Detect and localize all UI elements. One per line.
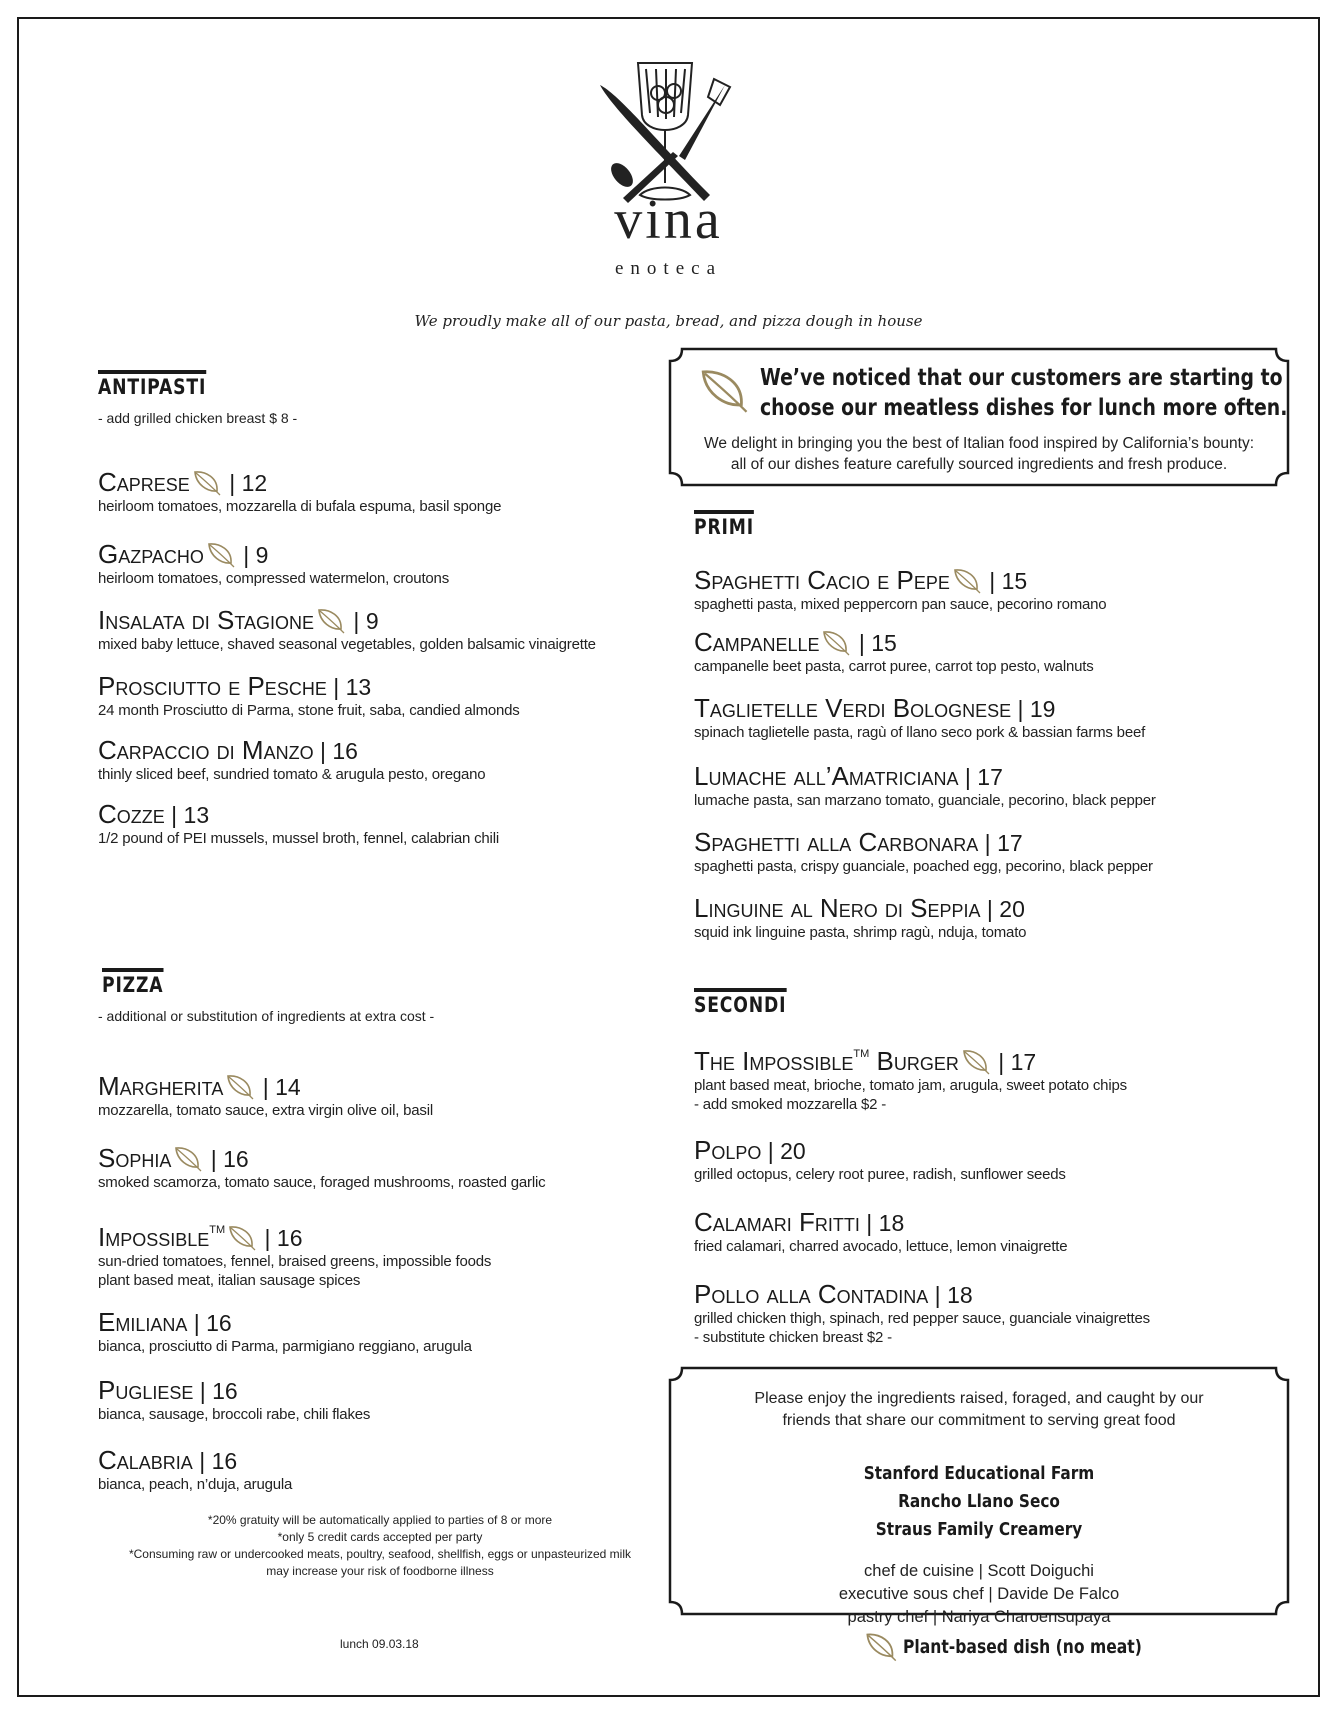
menu-item-title [694,628,1094,657]
price-separator: | [852,630,872,656]
menu-item [98,540,449,588]
menu-item-title [98,736,485,765]
menu-item-price: 17 [977,764,1003,790]
staff-entry: chef de cuisine | Scott Doiguchi [864,1562,1094,1580]
secondi-title: SECONDI [694,988,786,1017]
menu-item-name: Calabria [98,1445,193,1475]
menu-item-name: Carpaccio di Manzo [98,735,314,765]
price-separator: | [236,542,256,568]
menu-item-price: 20 [999,896,1025,922]
menu-item-name: Linguine al Nero di Seppia [694,893,981,923]
price-separator: | [978,830,998,856]
menu-item-description: - substitute chicken breast $2 - [694,1329,892,1346]
menu-item-title [694,828,1153,857]
menu-item-title [694,1040,1127,1076]
menu-item [694,828,1153,876]
menu-item-name: Insalata di Stagione [98,605,315,635]
menu-item-description: plant based meat, italian sausage spices [98,1272,361,1289]
menu-item-name: Burger [869,1046,959,1076]
menu-item [98,1446,292,1494]
menu-item-name: Calamari Fritti [694,1207,860,1237]
menu-item-description: sun-dried tomatoes, fennel, braised greens, impossible foods [98,1253,492,1270]
menu-item-description: fried calamari, charred avocado, lettuce, lemon vinaigrette [694,1238,1068,1255]
notice-headline: We’ve noticed that our customers are starting to choose our meatless dishes for lunch more often. [760,365,1288,421]
leaf-icon [225,1073,255,1101]
menu-item-name: Cozze [98,799,165,829]
menu-item-name: Pollo alla Contadina [694,1279,929,1309]
menu-item-price: 16 [332,738,358,764]
menu-item-description: mozzarella, tomato sauce, extra virgin olive oil, basil [98,1102,433,1119]
primi-title: PRIMI [694,510,754,539]
menu-item [694,694,1145,742]
menu-item-name: Margherita [98,1071,224,1101]
menu-item-price: 13 [183,802,210,828]
menu-item [694,566,1106,614]
price-separator: | [1011,696,1030,722]
menu-item [694,762,1156,810]
menu-item-price: 19 [1029,696,1056,722]
leaf-icon [227,1224,257,1252]
menu-item-description: smoked scamorza, tomato sauce, foraged mushrooms, roasted garlic [98,1174,546,1191]
price-separator: | [928,1282,948,1308]
menu-item-title [98,468,501,497]
leaf-icon [173,1145,203,1173]
menu-item-description: 1/2 pound of PEI mussels, mussel broth, fennel, calabrian chili [98,830,499,847]
leaf-icon [961,1048,991,1076]
menu-item-name: Taglietelle Verdi Bolognese [694,693,1012,723]
meatless-notice [668,347,1290,487]
menu-item-description: bianca, prosciutto di Parma, parmigiano reggiano, arugula [98,1338,472,1355]
menu-item-title [98,1144,545,1173]
supplier-name: Stanford Educational Farm [863,1463,1095,1484]
footnote: may increase your risk of foodborne illness [266,1564,494,1578]
menu-item-title [98,800,499,829]
price-separator: | [958,764,978,790]
price-separator: | [222,470,242,496]
menu-item-title [98,1308,472,1337]
footnote: *Consuming raw or undercooked meats, poultry, seafood, shellfish, eggs or unpasteurized milk [128,1547,632,1561]
menu-item [694,628,1094,676]
menu-item-description: bianca, peach, n’duja, arugula [98,1476,293,1493]
footnotes [100,1512,660,1580]
menu-item-description: spaghetti pasta, mixed peppercorn pan sauce, pecorino romano [694,596,1107,613]
menu-item-name: Emiliana [98,1307,188,1337]
staff-entry: pastry chef | Nariya Charoensupaya [847,1608,1111,1626]
staff-list [668,1560,1290,1629]
menu-item-price: 13 [345,674,372,700]
menu-item-price: 16 [206,1310,232,1336]
menu-item-name: The Impossible [694,1046,854,1076]
menu-item [98,1216,491,1290]
price-separator: | [193,1378,213,1404]
legend [862,1630,1195,1664]
menu-item-description: campanelle beet pasta, carrot puree, carrot top pesto, walnuts [694,658,1094,675]
price-separator: | [326,674,346,700]
menu-item-name: Polpo [694,1135,762,1165]
leaf-icon [316,607,346,635]
menu-date: lunch 09.03.18 [340,1637,419,1651]
supplier-list [668,1460,1290,1544]
menu-item [98,672,520,720]
brand-subtitle: enoteca [614,258,722,279]
menu-item-name: Spaghetti alla Carbonara [694,827,979,857]
menu-item [98,800,499,848]
footnote: *only 5 credit cards accepted per party [277,1530,483,1544]
price-separator: | [204,1146,224,1172]
menu-item-description: thinly sliced beef, sundried tomato & arugula pesto, oregano [98,766,486,783]
menu-item-name: Caprese [98,467,190,497]
trademark: TM [853,1048,870,1060]
price-separator: | [347,608,366,634]
menu-item-description: 24 month Prosciutto di Parma, stone fruit, saba, candied almonds [98,702,520,719]
menu-item-price: 14 [275,1074,301,1100]
menu-item-title [98,606,596,635]
menu-item-title [694,566,1106,595]
menu-item-description: - add smoked mozzarella $2 - [694,1096,886,1113]
menu-item-description: lumache pasta, san marzano tomato, guanciale, pecorino, black pepper [694,792,1156,809]
menu-item-name: Prosciutto e Pesche [98,671,327,701]
menu-item-title [694,762,1156,791]
price-separator: | [164,802,184,828]
menu-item-price: 18 [878,1210,905,1236]
menu-item-title [98,540,449,569]
trademark: TM [209,1224,226,1236]
price-separator: | [982,568,1002,594]
menu-item [98,468,501,516]
price-separator: | [991,1049,1011,1075]
staff-entry: executive sous chef | Davide De Falco [838,1585,1120,1603]
pizza-title: PIZZA [102,968,163,997]
price-separator: | [980,896,1000,922]
menu-item [98,1072,433,1120]
menu-item-name: Pugliese [98,1375,194,1405]
suppliers-box [668,1366,1290,1626]
leaf-icon [952,567,982,595]
menu-item-description: spinach taglietelle pasta, ragù of llano seco pork & bassian farms beef [694,724,1146,741]
menu-item [694,1208,1067,1256]
menu-item-description: heirloom tomatoes, compressed watermelon, croutons [98,570,449,587]
menu-item-title [98,672,520,701]
menu-item-description: mixed baby lettuce, shaved seasonal vegetables, golden balsamic vinaigrette [98,636,596,653]
price-separator: | [187,1310,207,1336]
menu-item-price: 20 [780,1138,806,1164]
menu-item-description: heirloom tomatoes, mozzarella di bufala espuma, basil sponge [98,498,502,515]
menu-item [98,1308,472,1356]
menu-item-price: 18 [947,1282,973,1308]
menu-item-price: 16 [212,1378,238,1404]
menu-item-title [98,1446,292,1475]
price-separator: | [859,1210,879,1236]
menu-item-price: 15 [1001,568,1028,594]
menu-item [694,1280,1150,1347]
leaf-icon [864,1630,898,1664]
menu-item-title [694,1136,1066,1165]
supplier-name: Straus Family Creamery [875,1519,1083,1540]
menu-item-price: 16 [211,1448,238,1474]
menu-item [694,1040,1127,1114]
menu-item-name: Spaghetti Cacio e Pepe [694,565,950,595]
leaf-icon [821,629,851,657]
menu-item-title [694,1208,1067,1237]
price-separator: | [256,1074,276,1100]
menu-item-name: Sophia [98,1143,172,1173]
menu-item-description: grilled chicken thigh, spinach, red pepper sauce, guanciale vinaigrettes [694,1310,1150,1327]
price-separator: | [258,1225,277,1251]
pizza-note: - additional or substitution of ingredients at extra cost - [98,1008,435,1024]
menu-item-title [98,1376,370,1405]
menu-item [694,894,1026,942]
menu-item [98,736,485,784]
menu-item-title [694,694,1145,723]
price-separator: | [313,738,333,764]
leaf-icon [206,541,236,569]
menu-item-description: grilled octopus, celery root puree, radish, sunflower seeds [694,1166,1066,1183]
tagline: We proudly make all of our pasta, bread, and pizza dough in house [414,312,923,330]
menu-item-title [694,1280,1150,1309]
menu-item-description: bianca, sausage, broccoli rabe, chili flakes [98,1406,371,1423]
antipasti-note: - add grilled chicken breast $ 8 - [98,410,298,426]
leaf-icon [698,365,750,417]
suppliers-intro: Please enjoy the ingredients raised, foraged, and caught by our friends that share our commitment to serving great food [754,1390,1204,1429]
footnote: *20% gratuity will be automatically applied to parties of 8 or more [207,1513,553,1527]
menu-item-title [98,1216,491,1252]
menu-item [694,1136,1066,1184]
antipasti-title: ANTIPASTI [98,370,206,399]
leaf-icon [192,469,222,497]
menu-item-name: Campanelle [694,627,820,657]
brand-name: vina [614,189,723,251]
menu-item-title [694,894,1026,923]
menu-item-price: 17 [1010,1049,1037,1075]
menu-item-price: 15 [871,630,897,656]
menu-item-price: 16 [223,1146,249,1172]
notice-body: We delight in bringing you the best of Italian food inspired by California’s bounty: all of our dishes feature carefully sourced ingredients and fresh produce. [703,435,1254,473]
menu-item-name: Impossible [98,1222,210,1252]
menu-item-price: 9 [255,542,269,568]
menu-item [98,1376,370,1424]
menu-item-description: plant based meat, brioche, tomato jam, arugula, sweet potato chips [694,1077,1127,1094]
menu-item-price: 16 [276,1225,303,1251]
menu-item-description: spaghetti pasta, crispy guanciale, poached egg, pecorino, black pepper [694,858,1153,875]
menu-item [98,606,596,654]
menu-item-name: Gazpacho [98,539,204,569]
menu-item [98,1144,545,1192]
menu-item-price: 17 [997,830,1023,856]
menu-item-price: 12 [241,470,268,496]
menu-item-description: squid ink linguine pasta, shrimp ragù, nduja, tomato [694,924,1027,941]
menu-item-price: 9 [365,608,379,634]
price-separator: | [192,1448,212,1474]
legend-label: Plant-based dish (no meat) [903,1636,1143,1658]
supplier-name: Rancho Llano Seco [898,1491,1060,1512]
menu-item-title [98,1072,433,1101]
menu-item-name: Lumache all’Amatriciana [694,761,959,791]
price-separator: | [761,1138,781,1164]
